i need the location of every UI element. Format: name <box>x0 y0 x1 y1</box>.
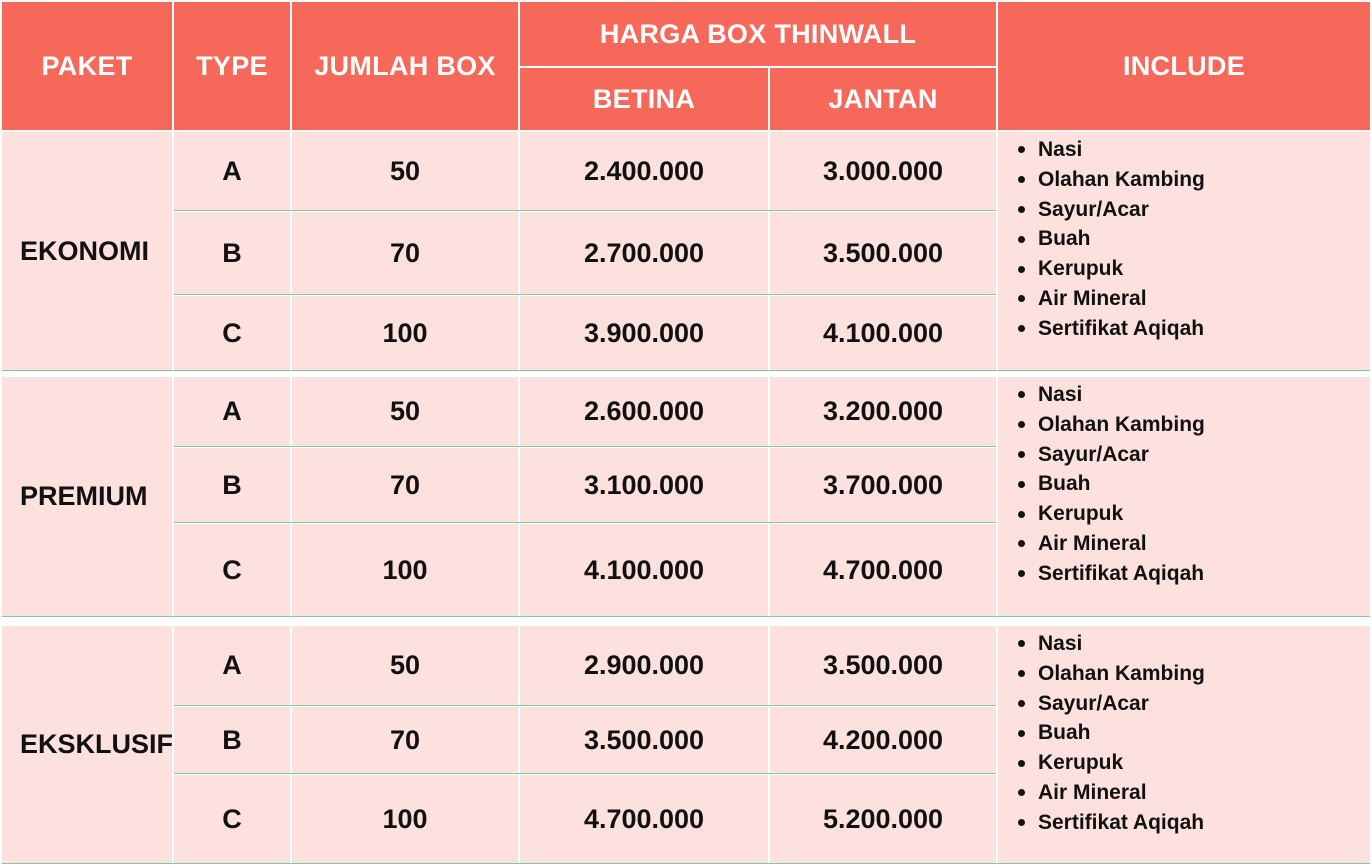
cell-jumlah: 70 <box>292 448 518 522</box>
header-jumlah-box: JUMLAH BOX <box>292 2 518 130</box>
cell-type: A <box>174 132 290 210</box>
cell-type: C <box>174 775 290 863</box>
include-item <box>1018 165 1205 195</box>
include-item <box>1018 135 1205 165</box>
cell-jantan: 3.200.000 <box>770 377 996 446</box>
cell-betina: 2.400.000 <box>520 132 768 210</box>
include-list-cell <box>998 377 1370 616</box>
bullet-icon <box>1018 266 1025 273</box>
bullet-icon <box>1018 176 1025 183</box>
include-list-cell <box>998 132 1370 370</box>
package-name: EKSKLUSIF <box>2 626 172 863</box>
include-item-label: Sertifikat Aqiqah <box>1038 316 1205 340</box>
cell-jumlah: 50 <box>292 626 518 705</box>
cell-jumlah: 70 <box>292 212 518 294</box>
bullet-icon <box>1018 700 1025 707</box>
bullet-icon <box>1018 236 1025 243</box>
include-item <box>1018 440 1205 470</box>
include-item-label: Buah <box>1038 227 1091 251</box>
cell-type: B <box>174 707 290 773</box>
row-separator <box>174 773 996 774</box>
cell-jantan: 3.700.000 <box>770 448 996 522</box>
row-separator <box>174 294 996 295</box>
include-item-label: Kerupuk <box>1038 751 1124 775</box>
include-item-label: Olahan Kambing <box>1038 167 1205 191</box>
group-separator <box>2 863 1370 864</box>
group-separator <box>2 370 1370 371</box>
cell-jumlah: 70 <box>292 707 518 773</box>
cell-type: C <box>174 296 290 370</box>
header-include: INCLUDE <box>998 2 1370 130</box>
cell-betina: 2.900.000 <box>520 626 768 705</box>
cell-jantan: 3.500.000 <box>770 626 996 705</box>
include-item-label: Nasi <box>1038 632 1083 655</box>
include-item <box>1018 499 1205 529</box>
cell-jumlah: 100 <box>292 524 518 616</box>
cell-jantan: 3.500.000 <box>770 212 996 294</box>
include-item-label: Sayur/Acar <box>1038 197 1149 221</box>
include-item <box>1018 410 1205 440</box>
cell-type: A <box>174 626 290 705</box>
include-item-label: Nasi <box>1038 138 1083 161</box>
include-item-label: Kerupuk <box>1038 502 1124 526</box>
include-item-label: Sayur/Acar <box>1038 442 1149 466</box>
cell-betina: 4.100.000 <box>520 524 768 616</box>
row-separator <box>174 446 996 447</box>
include-item <box>1018 689 1205 719</box>
cell-jantan: 4.200.000 <box>770 707 996 773</box>
include-item-label: Olahan Kambing <box>1038 661 1205 685</box>
row-separator <box>174 210 996 211</box>
include-item <box>1018 778 1205 808</box>
include-item <box>1018 748 1205 778</box>
cell-betina: 2.600.000 <box>520 377 768 446</box>
include-item <box>1018 380 1205 410</box>
include-item <box>1018 718 1205 748</box>
include-item-label: Nasi <box>1038 383 1083 406</box>
bullet-icon <box>1018 730 1025 737</box>
bullet-icon <box>1018 670 1025 677</box>
include-item-label: Buah <box>1038 472 1091 496</box>
cell-betina: 2.700.000 <box>520 212 768 294</box>
header-type: TYPE <box>174 2 290 130</box>
cell-jumlah: 50 <box>292 132 518 210</box>
include-item <box>1018 559 1205 589</box>
cell-betina: 3.500.000 <box>520 707 768 773</box>
bullet-icon <box>1018 819 1025 826</box>
header-harga-group: HARGA BOX THINWALL <box>520 2 996 66</box>
bullet-icon <box>1018 640 1025 647</box>
include-item-label: Kerupuk <box>1038 257 1124 281</box>
include-item <box>1018 195 1205 225</box>
cell-jantan: 5.200.000 <box>770 775 996 863</box>
group-separator <box>2 616 1370 617</box>
bullet-icon <box>1018 789 1025 796</box>
bullet-icon <box>1018 570 1025 577</box>
cell-type: A <box>174 377 290 446</box>
include-item-label: Air Mineral <box>1038 780 1147 804</box>
bullet-icon <box>1018 481 1025 488</box>
cell-jumlah: 100 <box>292 775 518 863</box>
header-jantan: JANTAN <box>770 68 996 130</box>
include-item <box>1018 659 1205 689</box>
include-item-label: Olahan Kambing <box>1038 412 1205 436</box>
include-item <box>1018 808 1205 838</box>
header-betina: BETINA <box>520 68 768 130</box>
row-separator <box>174 522 996 523</box>
cell-type: B <box>174 212 290 294</box>
cell-jumlah: 50 <box>292 377 518 446</box>
include-list <box>1018 135 1205 344</box>
cell-jantan: 4.100.000 <box>770 296 996 370</box>
include-item <box>1018 629 1205 659</box>
include-item-label: Sertifikat Aqiqah <box>1038 810 1205 834</box>
include-list-cell <box>998 626 1370 863</box>
bullet-icon <box>1018 511 1025 518</box>
cell-type: B <box>174 448 290 522</box>
bullet-icon <box>1018 325 1025 332</box>
bullet-icon <box>1018 451 1025 458</box>
bullet-icon <box>1018 760 1025 767</box>
include-item-label: Buah <box>1038 721 1091 745</box>
package-name: EKONOMI <box>2 132 172 370</box>
include-list <box>1018 380 1205 589</box>
include-item-label: Sayur/Acar <box>1038 691 1149 715</box>
bullet-icon <box>1018 295 1025 302</box>
bullet-icon <box>1018 421 1025 428</box>
bullet-icon <box>1018 146 1025 153</box>
cell-jantan: 4.700.000 <box>770 524 996 616</box>
include-item <box>1018 224 1205 254</box>
header-paket: PAKET <box>2 2 172 130</box>
include-item <box>1018 529 1205 559</box>
bullet-icon <box>1018 540 1025 547</box>
include-item-label: Air Mineral <box>1038 286 1147 310</box>
include-item-label: Air Mineral <box>1038 531 1147 555</box>
include-item <box>1018 254 1205 284</box>
include-item <box>1018 314 1205 344</box>
include-list <box>1018 629 1205 838</box>
include-item-label: Sertifikat Aqiqah <box>1038 561 1205 585</box>
include-item <box>1018 469 1205 499</box>
cell-jantan: 3.000.000 <box>770 132 996 210</box>
cell-jumlah: 100 <box>292 296 518 370</box>
cell-betina: 4.700.000 <box>520 775 768 863</box>
cell-betina: 3.900.000 <box>520 296 768 370</box>
cell-type: C <box>174 524 290 616</box>
cell-betina: 3.100.000 <box>520 448 768 522</box>
row-separator <box>174 705 996 706</box>
bullet-icon <box>1018 206 1025 213</box>
package-name: PREMIUM <box>2 377 172 616</box>
include-item <box>1018 284 1205 314</box>
bullet-icon <box>1018 391 1025 398</box>
